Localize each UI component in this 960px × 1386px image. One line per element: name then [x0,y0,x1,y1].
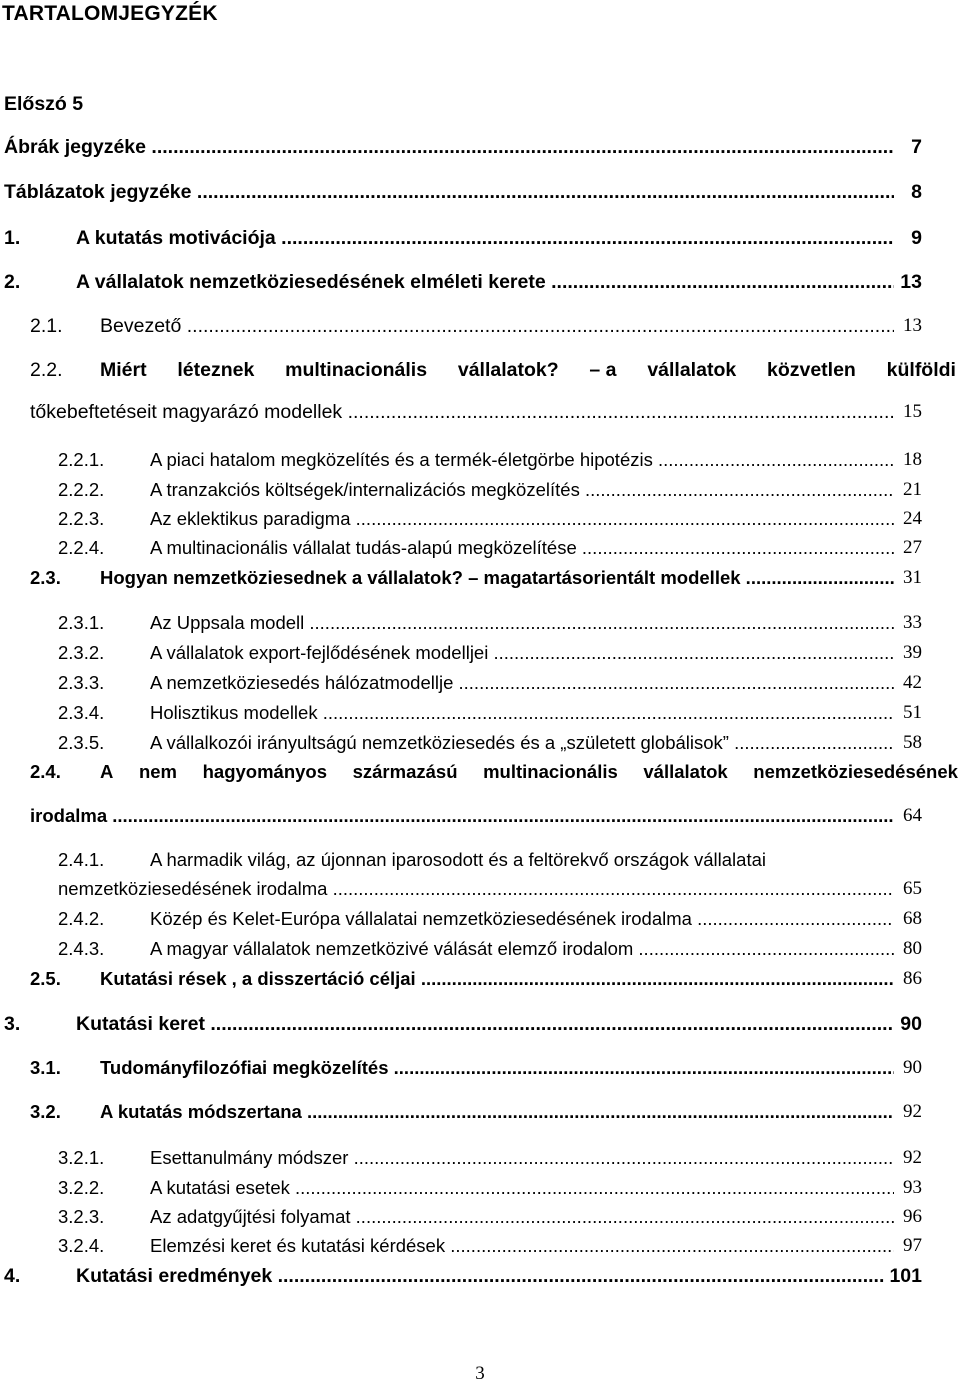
toc-entry-title: A vállalkozói irányultságú nemzetköziesedés és a „született globálisok” ..... [150,731,894,755]
toc-entry-3-2[interactable] [0,1100,960,1124]
toc-entry-2-2-4[interactable] [0,536,960,560]
toc-entry-title: A kutatás módszertana ..... [100,1100,894,1124]
toc-entry-title-line1: A harmadik világ, az újonnan iparosodott és a feltörekvő országok vállalatai [150,849,766,870]
toc-page-number: 39 [894,641,922,665]
toc-entry-2-5[interactable] [0,967,960,991]
toc-page-number: 31 [894,566,922,590]
toc-entry-number: 2.4.3. [58,938,105,959]
toc-entry-preface[interactable] [0,92,960,116]
toc-page-number: 68 [894,907,922,931]
toc-page-number: 80 [894,937,922,961]
toc-page-number: 24 [894,507,922,531]
toc-page-number: 101 [884,1264,922,1288]
toc-page-number: 92 [894,1146,922,1170]
toc-entry-title: A tranzakciós költségek/internalizációs megközelítés ..... [150,478,894,502]
toc-entry-title: Az adatgyűjtési folyamat ..... [150,1205,894,1229]
toc-entry-number: 3.2.1. [58,1147,105,1168]
toc-entry-2-1[interactable] [0,314,960,338]
toc-page-number: 58 [894,731,922,755]
toc-page-number: 21 [894,478,922,502]
toc-entry-title: Az Uppsala modell ..... [150,611,894,635]
toc-entry-title: A kutatási esetek ..... [150,1176,894,1200]
toc-entry-title: nemzetköziesedésének irodalma ..... [58,877,894,901]
toc-entry-3-2-3[interactable] [0,1205,960,1229]
toc-entry-number: 3.1. [30,1057,61,1078]
toc-entry-title: Esettanulmány módszer ..... [150,1146,894,1170]
toc-entry-number: 3. [4,1013,21,1035]
toc-entry-2-3[interactable] [0,566,960,590]
toc-entry-title: Kutatási keret ..... [76,1012,894,1036]
toc-entry-2-3-4[interactable] [0,701,960,725]
toc-entry-title: irodalma ..... [30,804,894,828]
toc-entry-2-2-3[interactable] [0,507,960,531]
toc-entry-number: 2.1. [30,315,63,337]
toc-entry-2-2-2[interactable] [0,478,960,502]
toc-page-number: 33 [894,611,922,635]
toc-entry-2-4-line1[interactable] [0,759,960,785]
toc-entry-number: 2.3.5. [58,732,105,753]
toc-entry-2-4-1-line2[interactable] [0,877,960,901]
toc-entry-number: 3.2.4. [58,1235,105,1256]
toc-entry-tables[interactable] [0,180,960,204]
toc-page-number: 42 [894,671,922,695]
toc-page-number: 51 [894,701,922,725]
toc-entry-title: Tudományfilozófiai megközelítés ..... [100,1056,894,1080]
toc-entry-title: Elemzési keret és kutatási kérdések ..... [150,1234,894,1258]
toc-entry-title: A piaci hatalom megközelítés és a termék-életgörbe hipotézis ..... [150,448,894,472]
toc-entry-text: Előszó 5 [4,93,84,115]
toc-entry-number: 2.2.3. [58,508,105,529]
toc-entry-number: 4. [4,1265,21,1287]
toc-entry-number: 2.4. [30,761,61,782]
toc-page-number: 90 [894,1056,922,1080]
toc-entry-2-3-2[interactable] [0,641,960,665]
toc-entry-title: A vállalatok nemzetköziesedésének elméleti kerete ..... [76,270,894,294]
toc-entry-title: Hogyan nemzetköziesednek a vállalatok? – magatartásorientált modellek ..... [100,566,894,590]
toc-entry-2-2-1[interactable] [0,448,960,472]
toc-entry-title: Bevezető ..... [100,314,894,338]
toc-entry-number: 2.4.1. [58,849,105,870]
toc-entry-title-line1: A nem hagyományos származású multinacionális vállalatok nemzetköziesedésének [100,761,958,782]
toc-entry-title: Kutatási rések , a disszertáció céljai ..... [100,967,894,991]
toc-entry-figures[interactable] [0,135,960,159]
toc-entry-title: Táblázatok jegyzéke ..... [4,180,894,204]
toc-entry-2-4-3[interactable] [0,937,960,961]
toc-entry-number: 2.3.1. [58,612,105,633]
toc-entry-chapter-4[interactable] [0,1264,960,1288]
toc-entry-number: 2.3.3. [58,672,105,693]
toc-entry-title: Ábrák jegyzéke ..... [4,135,894,159]
toc-page-number: 90 [894,1012,922,1036]
toc-entry-chapter-2[interactable] [0,270,960,294]
toc-entry-number: 2.2.1. [58,449,105,470]
toc-entry-title: A magyar vállalatok nemzetközivé válását elemző irodalom ..... [150,937,894,961]
toc-entry-chapter-1[interactable] [0,226,960,250]
toc-entry-2-4-1-line1[interactable] [0,847,960,873]
toc-entry-3-2-1[interactable] [0,1146,960,1170]
toc-entry-number: 2.5. [30,968,61,989]
toc-entry-2-3-3[interactable] [0,671,960,695]
toc-page-number: 96 [894,1205,922,1229]
toc-entry-title: Közép és Kelet-Európa vállalatai nemzetköziesedésének irodalma ..... [150,907,894,931]
toc-entry-3-1[interactable] [0,1056,960,1080]
toc-page-number: 13 [894,270,922,294]
toc-entry-number: 3.2.3. [58,1206,105,1227]
toc-entry-number: 2.3.4. [58,702,105,723]
toc-entry-2-2-line1[interactable] [0,357,960,383]
toc-page-number: 13 [894,314,922,338]
page-title: TARTALOMJEGYZÉK [2,2,218,25]
toc-entry-number: 2.2.2. [58,479,105,500]
toc-entry-chapter-3[interactable] [0,1012,960,1036]
toc-entry-title: A kutatás motivációja ..... [76,226,894,250]
toc-page-number: 64 [894,804,922,828]
toc-page-number: 65 [894,877,922,901]
toc-entry-number: 2.4.2. [58,908,105,929]
toc-entry-title: Kutatási eredmények ..... [76,1264,884,1288]
toc-entry-2-4-2[interactable] [0,907,960,931]
toc-entry-number: 2. [4,271,21,293]
toc-entry-3-2-4[interactable] [0,1234,960,1258]
toc-page-number: 92 [894,1100,922,1124]
toc-entry-title: tőkebeftetéseit magyarázó modellek ..... [30,400,894,424]
toc-entry-title: A nemzetköziesedés hálózatmodellje ..... [150,671,894,695]
toc-page-number: 27 [894,536,922,560]
toc-entry-2-2-line2[interactable] [0,400,960,424]
toc-page-number: 97 [894,1234,922,1258]
footer-page-number: 3 [475,1363,485,1384]
toc-entry-title: A vállalatok export-fejlődésének modelljei ..... [150,641,894,665]
toc-entry-number: 2.3. [30,567,61,588]
toc-page-number: 93 [894,1176,922,1200]
toc-page-number: 15 [894,400,922,424]
toc-entry-number: 2.3.2. [58,642,105,663]
toc-entry-3-2-2[interactable] [0,1176,960,1200]
toc-entry-title: Az eklektikus paradigma ..... [150,507,894,531]
toc-entry-number: 2.2.4. [58,537,105,558]
toc-entry-title: A multinacionális vállalat tudás-alapú megközelítése ..... [150,536,894,560]
toc-page-number: 9 [894,226,922,250]
toc-page-number: 8 [894,180,922,204]
toc-entry-2-4-line2[interactable] [0,804,960,828]
toc-entry-number: 3.2.2. [58,1177,105,1198]
toc-entry-number: 2.2. [30,359,63,381]
toc-entry-title-line1: Miért léteznek multinacionális vállalatok? – a vállalatok közvetlen külföldi [100,359,956,381]
toc-entry-2-3-5[interactable] [0,731,960,755]
toc-page-number: 86 [894,967,922,991]
toc-page-number: 7 [894,135,922,159]
toc-entry-2-3-1[interactable] [0,611,960,635]
toc-entry-number: 3.2. [30,1101,61,1122]
toc-entry-title: Holisztikus modellek ..... [150,701,894,725]
toc-entry-number: 1. [4,227,21,249]
toc-page-number: 18 [894,448,922,472]
